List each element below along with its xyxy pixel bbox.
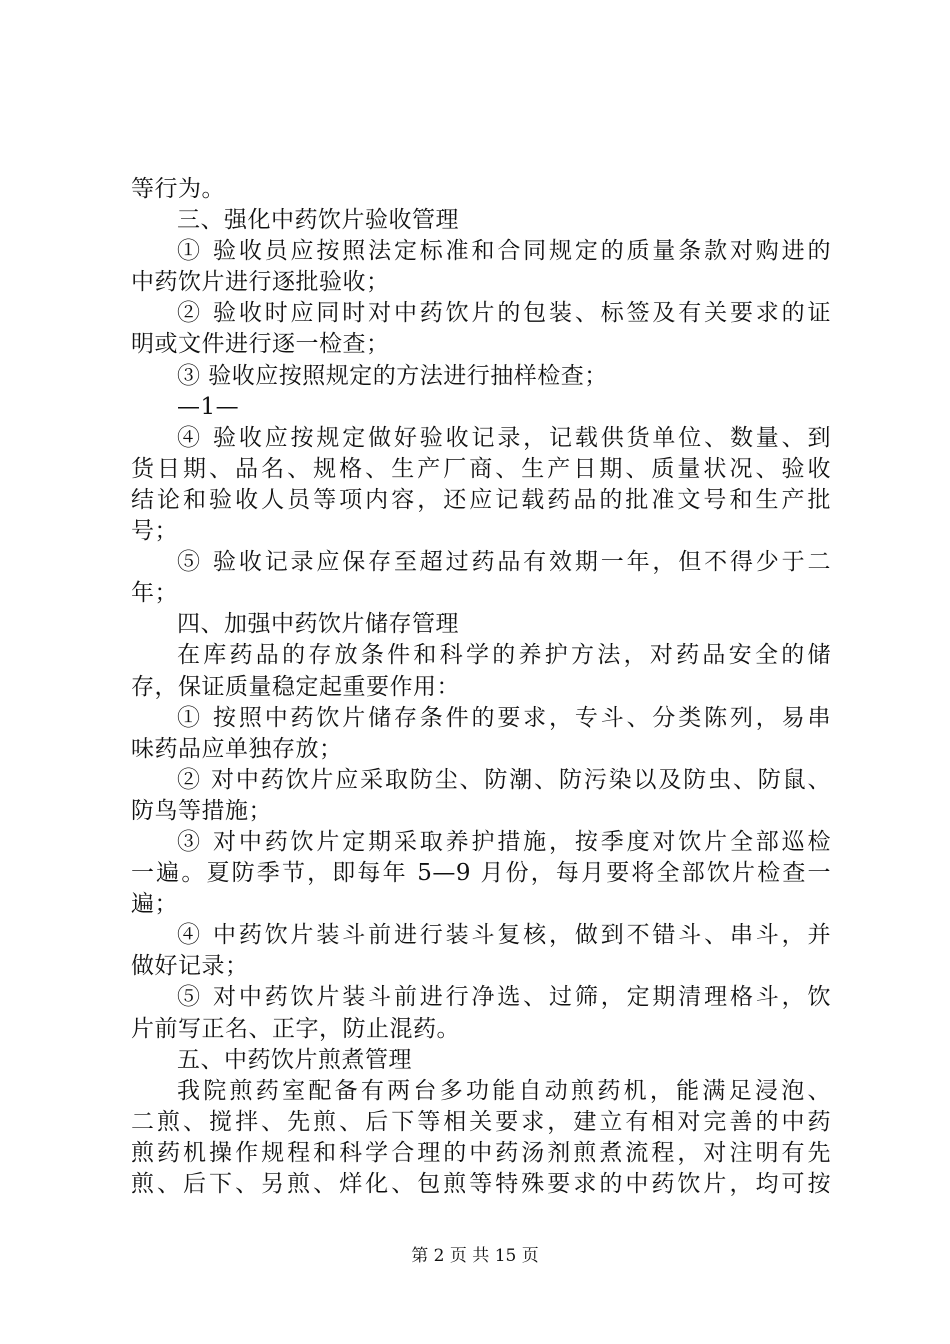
text-line: 煎、后下、另煎、烊化、包煎等特殊要求的中药饮片，均可按 bbox=[131, 1171, 831, 1197]
text-line: 货日期、品名、规格、生产厂商、生产日期、质量状况、验收 bbox=[131, 455, 831, 482]
text-line: ⑤ 验收记录应保存至超过药品有效期一年，但不得少于二 bbox=[177, 549, 831, 576]
text-line: ③ 对中药饮片定期采取养护措施，按季度对饮片全部巡检 bbox=[177, 828, 831, 855]
text-line: 二煎、搅拌、先煎、后下等相关要求，建立有相对完善的中药 bbox=[131, 1108, 831, 1135]
text-line: 在库药品的存放条件和科学的养护方法，对药品安全的储 bbox=[177, 642, 831, 669]
text-line: 四、加强中药饮片储存管理 bbox=[177, 611, 459, 638]
text-line: 防鸟等措施； bbox=[131, 797, 272, 824]
text-line: ① 验收员应按照法定标准和合同规定的质量条款对购进的 bbox=[177, 238, 831, 265]
text-line: ② 验收时应同时对中药饮片的包装、标签及有关要求的证 bbox=[177, 300, 831, 327]
text-line: 片前写正名、正字，防止混药。 bbox=[131, 1015, 460, 1042]
text-line: ① 按照中药饮片储存条件的要求，专斗、分类陈列，易串 bbox=[177, 704, 831, 731]
page-footer bbox=[0, 1241, 950, 1266]
text-line: 遍； bbox=[131, 891, 178, 918]
text-line: ③ 验收应按照规定的方法进行抽样检查； bbox=[177, 362, 608, 389]
text-line: —1— bbox=[177, 393, 240, 420]
text-line: 等行为。 bbox=[131, 176, 225, 202]
text-line: 一遍。夏防季节，即每年 5—9 月份，每月要将全部饮片检查一 bbox=[131, 860, 831, 887]
page-number-label: 第 2 页 共 15 页 bbox=[411, 1246, 539, 1266]
text-line: 结论和验收人员等项内容，还应记载药品的批准文号和生产批 bbox=[131, 486, 831, 513]
text-line: 三、强化中药饮片验收管理 bbox=[177, 207, 459, 234]
text-line: 年； bbox=[131, 580, 178, 607]
text-line: 五、中药饮片煎煮管理 bbox=[177, 1046, 412, 1073]
text-line: ⑤ 对中药饮片装斗前进行净选、过筛，定期清理格斗，饮 bbox=[177, 984, 831, 1011]
text-line: 存，保证质量稳定起重要作用： bbox=[131, 673, 460, 700]
text-line: ② 对中药饮片应采取防尘、防潮、防污染以及防虫、防鼠、 bbox=[177, 766, 831, 793]
text-line: ④ 验收应按规定做好验收记录，记载供货单位、数量、到 bbox=[177, 424, 831, 451]
text-line: 味药品应单独存放； bbox=[131, 735, 343, 762]
text-line: 明或文件进行逐一检查； bbox=[131, 331, 390, 358]
text-line: 做好记录； bbox=[131, 953, 249, 980]
text-line: 煎药机操作规程和科学合理的中药汤剂煎煮流程，对注明有先 bbox=[131, 1139, 831, 1166]
text-line: 中药饮片进行逐批验收； bbox=[131, 269, 390, 296]
text-line: 号； bbox=[131, 518, 178, 545]
text-line: 我院煎药室配备有两台多功能自动煎药机，能满足浸泡、 bbox=[177, 1077, 831, 1104]
document-body bbox=[131, 174, 831, 1200]
text-line: ④ 中药饮片装斗前进行装斗复核，做到不错斗、串斗，并 bbox=[177, 922, 831, 949]
